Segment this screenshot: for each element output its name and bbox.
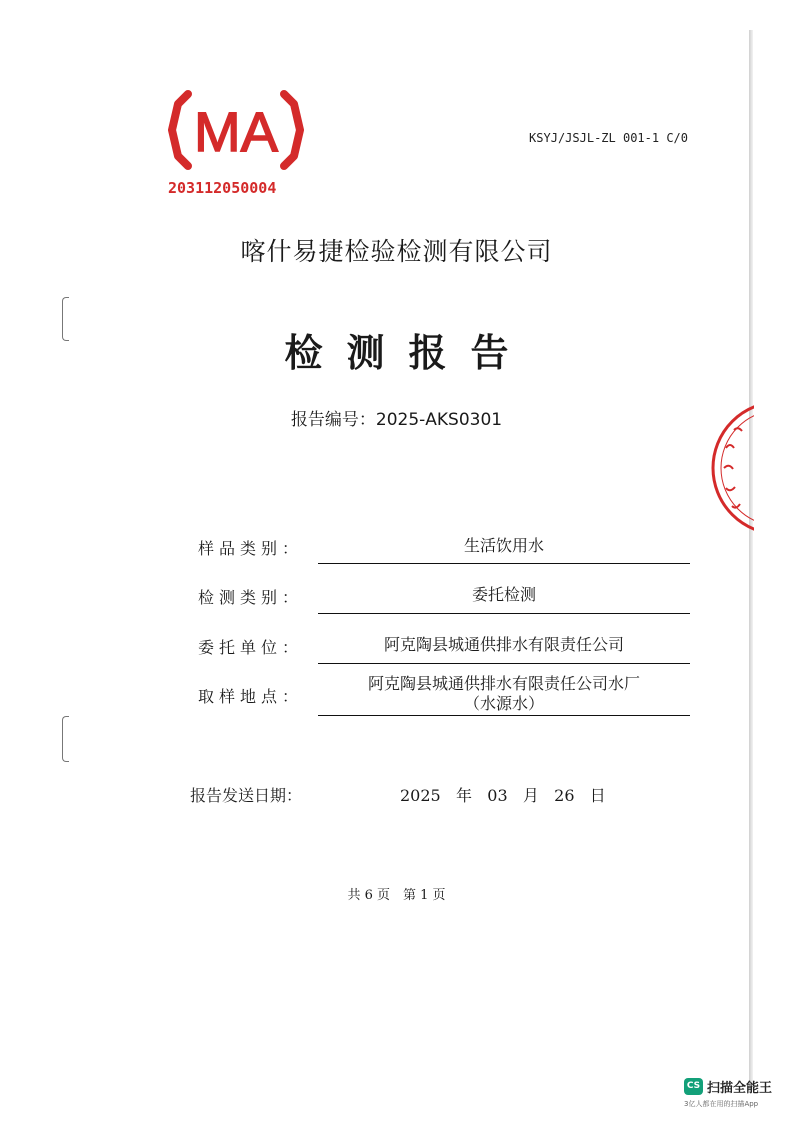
sampling-location-underline <box>318 715 690 716</box>
sample-type-label: 样品类别： <box>198 539 304 558</box>
send-date-year: 2025 <box>400 786 441 805</box>
send-date-month-unit: 月 <box>522 786 539 805</box>
send-date-year-unit: 年 <box>455 786 472 805</box>
scanner-logo-icon: CS <box>684 1078 703 1095</box>
binder-mark-top <box>62 297 69 341</box>
send-date <box>400 783 606 806</box>
report-number: 报告编号：2025-AKS0301 <box>290 410 503 430</box>
sampling-location-line2: （水源水） <box>463 694 544 713</box>
sampling-location-value <box>318 674 690 714</box>
client-underline <box>318 663 690 664</box>
sample-type-value: 生活饮用水 <box>463 536 544 555</box>
sampling-location-label: 取样地点： <box>198 687 304 706</box>
cma-seal-icon <box>168 90 304 170</box>
scanner-name: 扫描全能王 <box>707 1081 773 1096</box>
scanner-watermark <box>678 1072 788 1116</box>
test-type-underline <box>318 613 690 614</box>
cma-certificate-number: 203112050004 <box>168 179 277 197</box>
send-date-day-unit: 日 <box>589 786 606 805</box>
test-type-label: 检测类别： <box>198 588 304 607</box>
send-date-label: 报告发送日期： <box>190 786 303 805</box>
scanner-tagline: 3亿人都在用的扫描App <box>684 1100 759 1108</box>
page-edge-shadow <box>749 30 753 1090</box>
sampling-location-line1: 阿克陶县城通供排水有限责任公司水厂 <box>367 674 640 693</box>
test-type-value: 委托检测 <box>471 585 536 604</box>
cma-seal-text: MA <box>194 100 278 163</box>
client-label: 委托单位： <box>198 638 304 657</box>
send-date-day: 26 <box>554 786 575 805</box>
client-value: 阿克陶县城通供排水有限责任公司 <box>383 635 624 654</box>
binder-mark-bottom <box>62 716 69 762</box>
company-name: 喀什易捷检验检测有限公司 <box>240 237 553 266</box>
sample-type-underline <box>318 563 690 564</box>
send-date-month: 03 <box>487 786 508 805</box>
page-footer: 共 6 页 第 1 页 <box>347 888 446 903</box>
partial-stamp-icon <box>704 398 754 538</box>
document-code: KSYJ/JSJL-ZL 001-1 C/0 <box>529 131 688 145</box>
report-title: 检测报告 <box>284 330 533 375</box>
